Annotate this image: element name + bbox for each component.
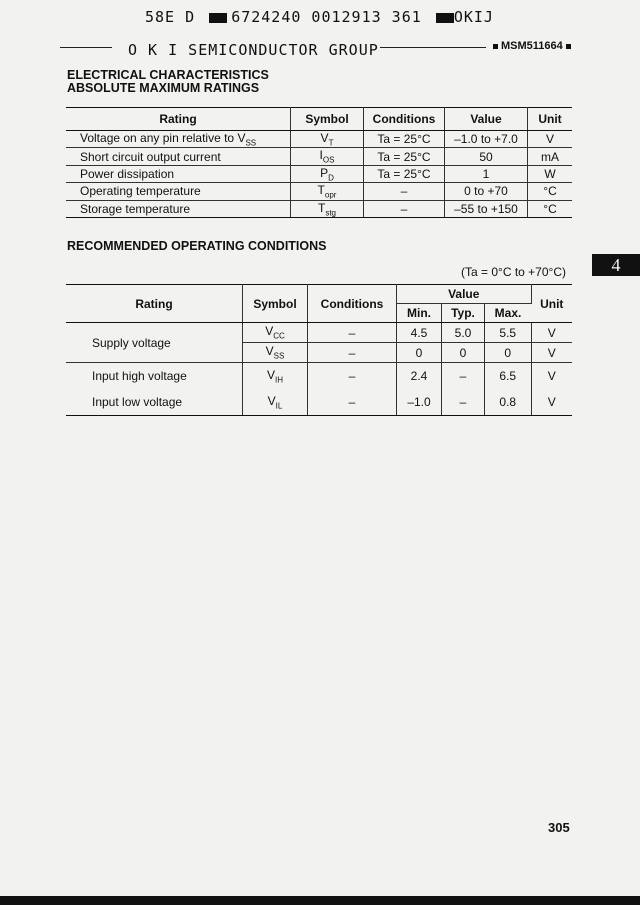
typ-cell: – xyxy=(442,363,485,390)
min-cell: 4.5 xyxy=(397,323,442,343)
section-recommended: RECOMMENDED OPERATING CONDITIONS xyxy=(67,239,327,253)
conditions-cell: – xyxy=(308,343,397,363)
col-symbol: Symbol xyxy=(291,108,364,131)
min-cell: 2.4 xyxy=(397,363,442,390)
value-cell: 0 to +70 xyxy=(445,183,528,200)
symbol-cell xyxy=(291,148,364,165)
table-row xyxy=(66,389,572,416)
header-rule-right xyxy=(380,47,486,48)
symbol: T xyxy=(317,200,326,215)
max-cell: 6.5 xyxy=(485,363,532,390)
symbol-cell xyxy=(243,389,308,416)
conditions-cell: – xyxy=(364,183,445,200)
symbol-cell xyxy=(291,165,364,182)
rating-cell: Short circuit output current xyxy=(66,148,291,165)
symbol: I xyxy=(319,148,323,163)
symbol-subscript: IL xyxy=(275,401,283,411)
unit-cell: °C xyxy=(528,183,573,200)
symbol: V xyxy=(265,324,274,339)
max-cell: 5.5 xyxy=(485,323,532,343)
col-value: Value xyxy=(445,108,528,131)
unit-cell: V xyxy=(528,131,573,148)
col-value: Value xyxy=(397,285,532,304)
table-row xyxy=(66,148,572,165)
table-row xyxy=(66,323,572,343)
unit-cell: °C xyxy=(528,200,573,217)
col-min: Min. xyxy=(397,304,442,323)
col-typ: Typ. xyxy=(442,304,485,323)
square-mark-left xyxy=(493,44,498,49)
table-header-row xyxy=(66,285,572,304)
symbol-cell xyxy=(291,183,364,200)
unit-cell: W xyxy=(528,165,573,182)
symbol-subscript: OS xyxy=(322,155,335,165)
symbol-cell xyxy=(291,200,364,217)
conditions-cell: – xyxy=(364,200,445,217)
col-rating: Rating xyxy=(66,108,291,131)
symbol: P xyxy=(320,165,329,180)
unit-cell: V xyxy=(547,369,556,383)
symbol-cell xyxy=(291,131,364,148)
symbol: V xyxy=(266,367,275,382)
black-block-mark xyxy=(209,13,227,23)
black-block-mark-2 xyxy=(436,13,454,23)
table-row xyxy=(66,165,572,182)
min-cell: –1.0 xyxy=(397,389,442,416)
unit-cell: V xyxy=(531,323,572,343)
typ-cell: 0 xyxy=(442,343,485,363)
table-row xyxy=(66,131,572,148)
document-code-header xyxy=(145,8,494,26)
symbol-subscript: CC xyxy=(273,331,285,341)
symbol-subscript: T xyxy=(328,138,334,148)
rating-cell xyxy=(66,131,291,148)
rating-subscript: SS xyxy=(245,138,257,148)
temperature-condition-note: (Ta = 0°C to +70°C) xyxy=(461,265,566,279)
symbol-cell xyxy=(243,343,308,363)
rating-cell: Input high voltage xyxy=(66,363,243,390)
value-cell: 1 xyxy=(445,165,528,182)
rating-cell: Supply voltage xyxy=(66,323,243,363)
max-cell: 0.8 xyxy=(485,389,532,416)
code-part-3: OKIJ xyxy=(453,8,494,26)
symbol: V xyxy=(320,131,329,145)
symbol-cell xyxy=(243,363,308,390)
rating-cell: Power dissipation xyxy=(66,165,291,182)
value-cell: 50 xyxy=(445,148,528,165)
unit-cell: V xyxy=(531,343,572,363)
symbol-subscript: D xyxy=(328,173,334,183)
conditions-cell: Ta = 25°C xyxy=(364,131,445,148)
section-electrical: ELECTRICAL CHARACTERISTICS xyxy=(67,68,269,82)
group-name: O K I SEMICONDUCTOR GROUP xyxy=(128,41,379,59)
typ-cell: – xyxy=(442,389,485,416)
symbol-subscript: opr xyxy=(324,190,337,200)
table-row xyxy=(66,200,572,217)
section-absolute: ABSOLUTE MAXIMUM RATINGS xyxy=(67,81,260,95)
symbol: V xyxy=(265,344,274,359)
max-cell: 0 xyxy=(485,343,532,363)
min-cell: 0 xyxy=(397,343,442,363)
col-symbol: Symbol xyxy=(243,285,308,323)
rating-cell: Storage temperature xyxy=(66,200,291,217)
scan-edge-bar xyxy=(0,896,640,905)
value-cell: –1.0 to +7.0 xyxy=(445,131,528,148)
symbol: V xyxy=(267,393,276,408)
conditions-cell: – xyxy=(308,389,397,416)
table-row xyxy=(66,363,572,390)
code-part-1: 58E D xyxy=(145,8,196,26)
table-row xyxy=(66,183,572,200)
col-max: Max. xyxy=(485,304,532,323)
value-cell: –55 to +150 xyxy=(445,200,528,217)
col-unit: Unit xyxy=(531,285,572,323)
rating-cell: Operating temperature xyxy=(66,183,291,200)
absolute-max-table xyxy=(66,107,572,218)
symbol-subscript: stg xyxy=(325,207,336,217)
conditions-cell: Ta = 25°C xyxy=(364,148,445,165)
part-number-text: MSM511664 xyxy=(501,40,563,52)
col-unit: Unit xyxy=(528,108,573,131)
symbol-subscript: IH xyxy=(275,375,283,385)
conditions-cell: – xyxy=(308,323,397,343)
rating-cell: Input low voltage xyxy=(66,389,243,416)
symbol-subscript: SS xyxy=(273,351,285,361)
unit-cell: V xyxy=(531,389,572,416)
recommended-conditions-table xyxy=(66,284,572,416)
rating-text: Voltage on any pin relative to V xyxy=(80,131,246,145)
section-tab-marker: 4 xyxy=(592,254,640,276)
square-mark-right xyxy=(566,44,571,49)
table-header-row xyxy=(66,108,572,131)
code-part-2: 6724240 0012913 361 xyxy=(231,8,422,26)
symbol: T xyxy=(317,183,325,198)
part-number xyxy=(490,40,574,52)
conditions-cell: – xyxy=(308,363,397,390)
typ-cell: 5.0 xyxy=(442,323,485,343)
unit-cell: mA xyxy=(528,148,573,165)
header-rule-left xyxy=(60,47,112,48)
col-conditions: Conditions xyxy=(308,285,397,323)
page-number: 305 xyxy=(548,820,570,835)
col-conditions: Conditions xyxy=(364,108,445,131)
col-rating: Rating xyxy=(66,285,243,323)
conditions-cell: Ta = 25°C xyxy=(364,165,445,182)
symbol-cell xyxy=(243,323,308,343)
